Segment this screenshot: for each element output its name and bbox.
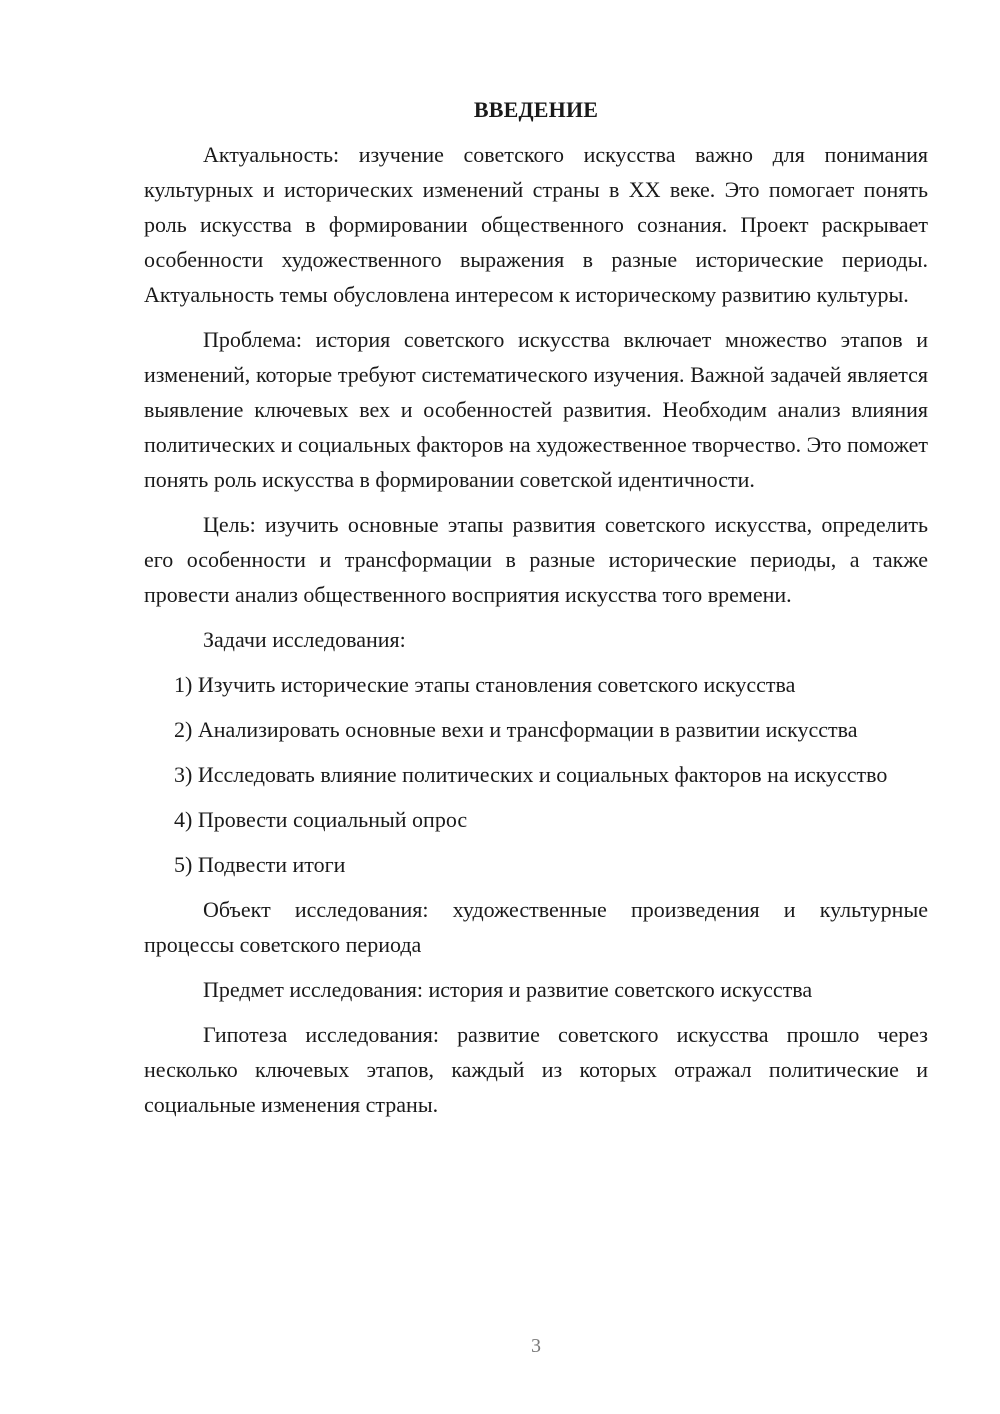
subject-paragraph: Предмет исследования: история и развитие советского искусства — [203, 977, 813, 1002]
task-item-4: 4) Провести социальный опрос — [174, 807, 468, 832]
tasks-heading: Задачи исследования: — [203, 627, 406, 652]
task-item-5: 5) Подвести итоги — [174, 852, 346, 877]
relevance-paragraph: Актуальность: изучение советского искусства важно для понимания культурных и исторических изменений страны в XX веке. Это помогает понять роль искусства в формировании общественного сознания. Проект раскрывает особенности художественного выражения в разные исторические периоды. Актуальность темы обусловлена интересом к историческому развитию культуры. — [144, 142, 928, 307]
document-body — [144, 92, 928, 1132]
section-title: ВВЕДЕНИЕ — [473, 97, 599, 122]
object-paragraph: Объект исследования: художественные произведения и культурные процессы советского периода — [144, 897, 928, 957]
page-number: 3 — [531, 1335, 541, 1357]
problem-paragraph: Проблема: история советского искусства включает множество этапов и изменений, которые требуют систематического изучения. Важной задачей является выявление ключевых вех и особенностей развития. Необходим анализ влияния политических и социальных факторов на художественное творчество. Это поможет понять роль искусства в формировании советской идентичности. — [144, 327, 928, 492]
goal-paragraph: Цель: изучить основные этапы развития советского искусства, определить его особенности и трансформации в разные исторические периоды, а также провести анализ общественного восприятия искусства того времени. — [144, 512, 928, 607]
task-item-1: 1) Изучить исторические этапы становления советского искусства — [174, 672, 796, 697]
task-item-2: 2) Анализировать основные вехи и трансформации в развитии искусства — [174, 717, 858, 742]
hypothesis-paragraph: Гипотеза исследования: развитие советского искусства прошло через несколько ключевых этапов, каждый из которых отражал политические и социальные изменения страны. — [144, 1022, 928, 1117]
task-item-3: 3) Исследовать влияние политических и социальных факторов на искусство — [174, 762, 888, 787]
